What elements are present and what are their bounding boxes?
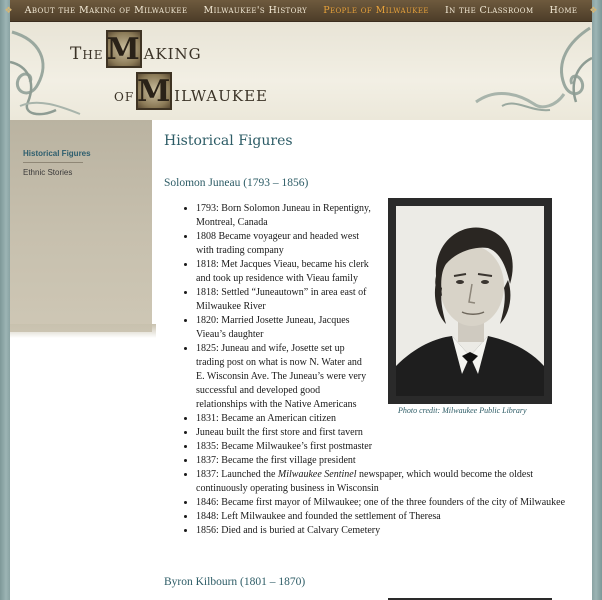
list-item: • 1818: Settled “Juneautown” in area east of Milwaukee River	[196, 286, 372, 314]
logo-word-making: aking	[143, 39, 202, 65]
logo-word-milwaukee: ilwaukee	[174, 81, 269, 107]
logo-word-of: of	[114, 85, 135, 106]
flourish-right-icon: ❖	[589, 5, 598, 15]
list-item: • 1793: Born Solomon Juneau in Repentigny, Montreal, Canada	[196, 202, 372, 230]
site-logo[interactable]	[58, 24, 318, 116]
list-item: • 1820: Married Josette Juneau, Jacques Vieau’s daughter	[196, 314, 372, 342]
flourish-left-icon: ❖	[4, 5, 13, 15]
sidebar-item-historical-figures[interactable]: Historical Figures	[23, 149, 91, 158]
list-item: • 1831: Became an American citizen	[196, 412, 566, 426]
person-heading-juneau: Solomon Juneau (1793 – 1856)	[164, 177, 309, 189]
site-header	[10, 22, 592, 120]
list-item: • 1825: Juneau and wife, Josette set up trading post on what is now N. Water and E. Wisconsin Ave. The Juneau’s were very successful and developed good relationships with the Native Americans	[196, 342, 372, 412]
list-item	[196, 468, 566, 496]
nav-history[interactable]: Milwaukee's History	[203, 5, 308, 16]
sidebar-divider	[23, 162, 83, 163]
portrait-image	[396, 206, 544, 396]
logo-word-the: The	[70, 43, 104, 64]
list-item: • 1835: Became Milwaukee’s first postmaster	[196, 440, 566, 454]
list-item: • 1846: Became first mayor of Milwaukee; one of the three founders of the city of Milwaukee	[196, 496, 566, 510]
page-content	[10, 120, 592, 600]
list-item: • 1856: Died and is buried at Calvary Cemetery	[196, 524, 566, 538]
list-item: • 1808 Became voyageur and headed west with trading company	[196, 230, 372, 258]
newspaper-title: Milwaukee Sentinel	[277, 469, 357, 480]
portrait-photo-juneau	[388, 198, 552, 404]
sidebar-item-ethnic-stories[interactable]: Ethnic Stories	[23, 168, 73, 177]
list-item: • Juneau built the first store and first tavern	[196, 426, 566, 440]
photo-credit: Photo credit: Milwaukee Public Library	[398, 406, 527, 415]
logo-drop-cap-m2: M	[137, 73, 172, 109]
portrait-figure-icon	[396, 206, 544, 396]
nav-classroom[interactable]: In the Classroom	[444, 5, 534, 16]
list-item: • 1837: Became the first village president	[196, 454, 566, 468]
nav-home[interactable]: Home	[549, 5, 578, 16]
list-item: • 1818: Met Jacques Vieau, became his clerk and took up residence with Vieau family	[196, 258, 372, 286]
list-item: • 1848: Left Milwaukee and founded the settlement of Theresa	[196, 510, 566, 524]
person-heading-kilbourn: Byron Kilbourn (1801 – 1870)	[164, 576, 306, 588]
logo-drop-cap-m: M	[106, 31, 141, 67]
page-title: Historical Figures	[164, 133, 293, 149]
nav-about[interactable]: About the Making of Milwaukee	[24, 5, 188, 16]
scrollwork-right-icon	[472, 22, 592, 120]
sidebar	[10, 120, 152, 332]
top-navigation	[4, 0, 598, 22]
fact-text-post: newspaper, which would become the oldest continuously operating business in Wisconsin	[196, 469, 534, 494]
nav-people[interactable]: People of Milwaukee	[323, 5, 429, 16]
fact-text-pre: 1837: Launched the	[196, 469, 278, 480]
